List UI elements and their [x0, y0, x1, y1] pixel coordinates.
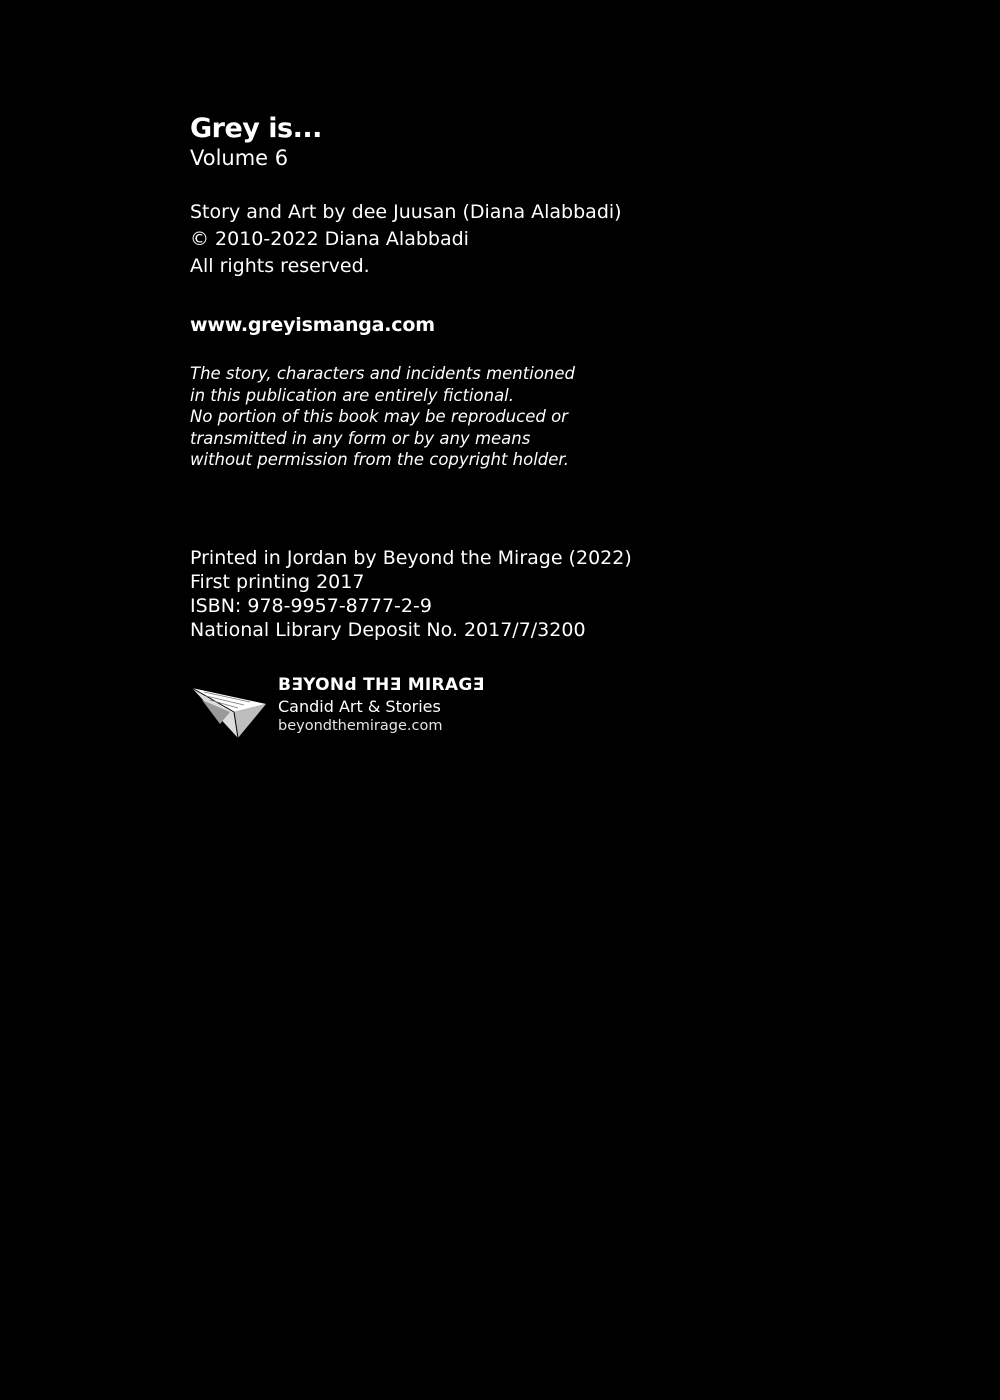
rights-line: All rights reserved. — [190, 255, 370, 277]
copyright-line: © 2010-2022 Diana Alabbadi — [190, 228, 469, 250]
publisher-tagline: Candid Art & Stories — [278, 697, 441, 716]
isbn-line: ISBN: 978-9957-8777-2-9 — [190, 595, 432, 617]
paper-plane-icon — [190, 678, 270, 740]
disclaimer-line: transmitted in any form or by any means — [190, 428, 531, 448]
website-link[interactable]: www.greyismanga.com — [190, 314, 435, 336]
credits-block — [190, 199, 622, 280]
disclaimer-line: No portion of this book may be reproduced or — [190, 407, 568, 426]
book-title: Grey is... — [190, 113, 322, 144]
disclaimer-line: The story, characters and incidents mentioned — [190, 364, 575, 383]
disclaimer-line: without permission from the copyright holder. — [190, 450, 569, 469]
printing-info — [190, 546, 632, 642]
publisher-name: BƎYONd THƎ MIRAGƎ — [278, 675, 485, 695]
story-art-credit: Story and Art by dee Juusan (Diana Alabbadi) — [190, 201, 622, 223]
publisher-website[interactable]: beyondthemirage.com — [278, 718, 443, 734]
disclaimer-block — [190, 363, 575, 471]
disclaimer-line: in this publication are entirely fictional. — [190, 385, 515, 405]
publisher-text — [278, 674, 485, 736]
deposit-line: National Library Deposit No. 2017/7/3200 — [190, 619, 586, 641]
publisher-logo — [190, 672, 510, 744]
first-printing-line: First printing 2017 — [190, 571, 365, 593]
printed-line: Printed in Jordan by Beyond the Mirage (2022) — [190, 547, 632, 569]
volume-number: Volume 6 — [190, 146, 289, 170]
